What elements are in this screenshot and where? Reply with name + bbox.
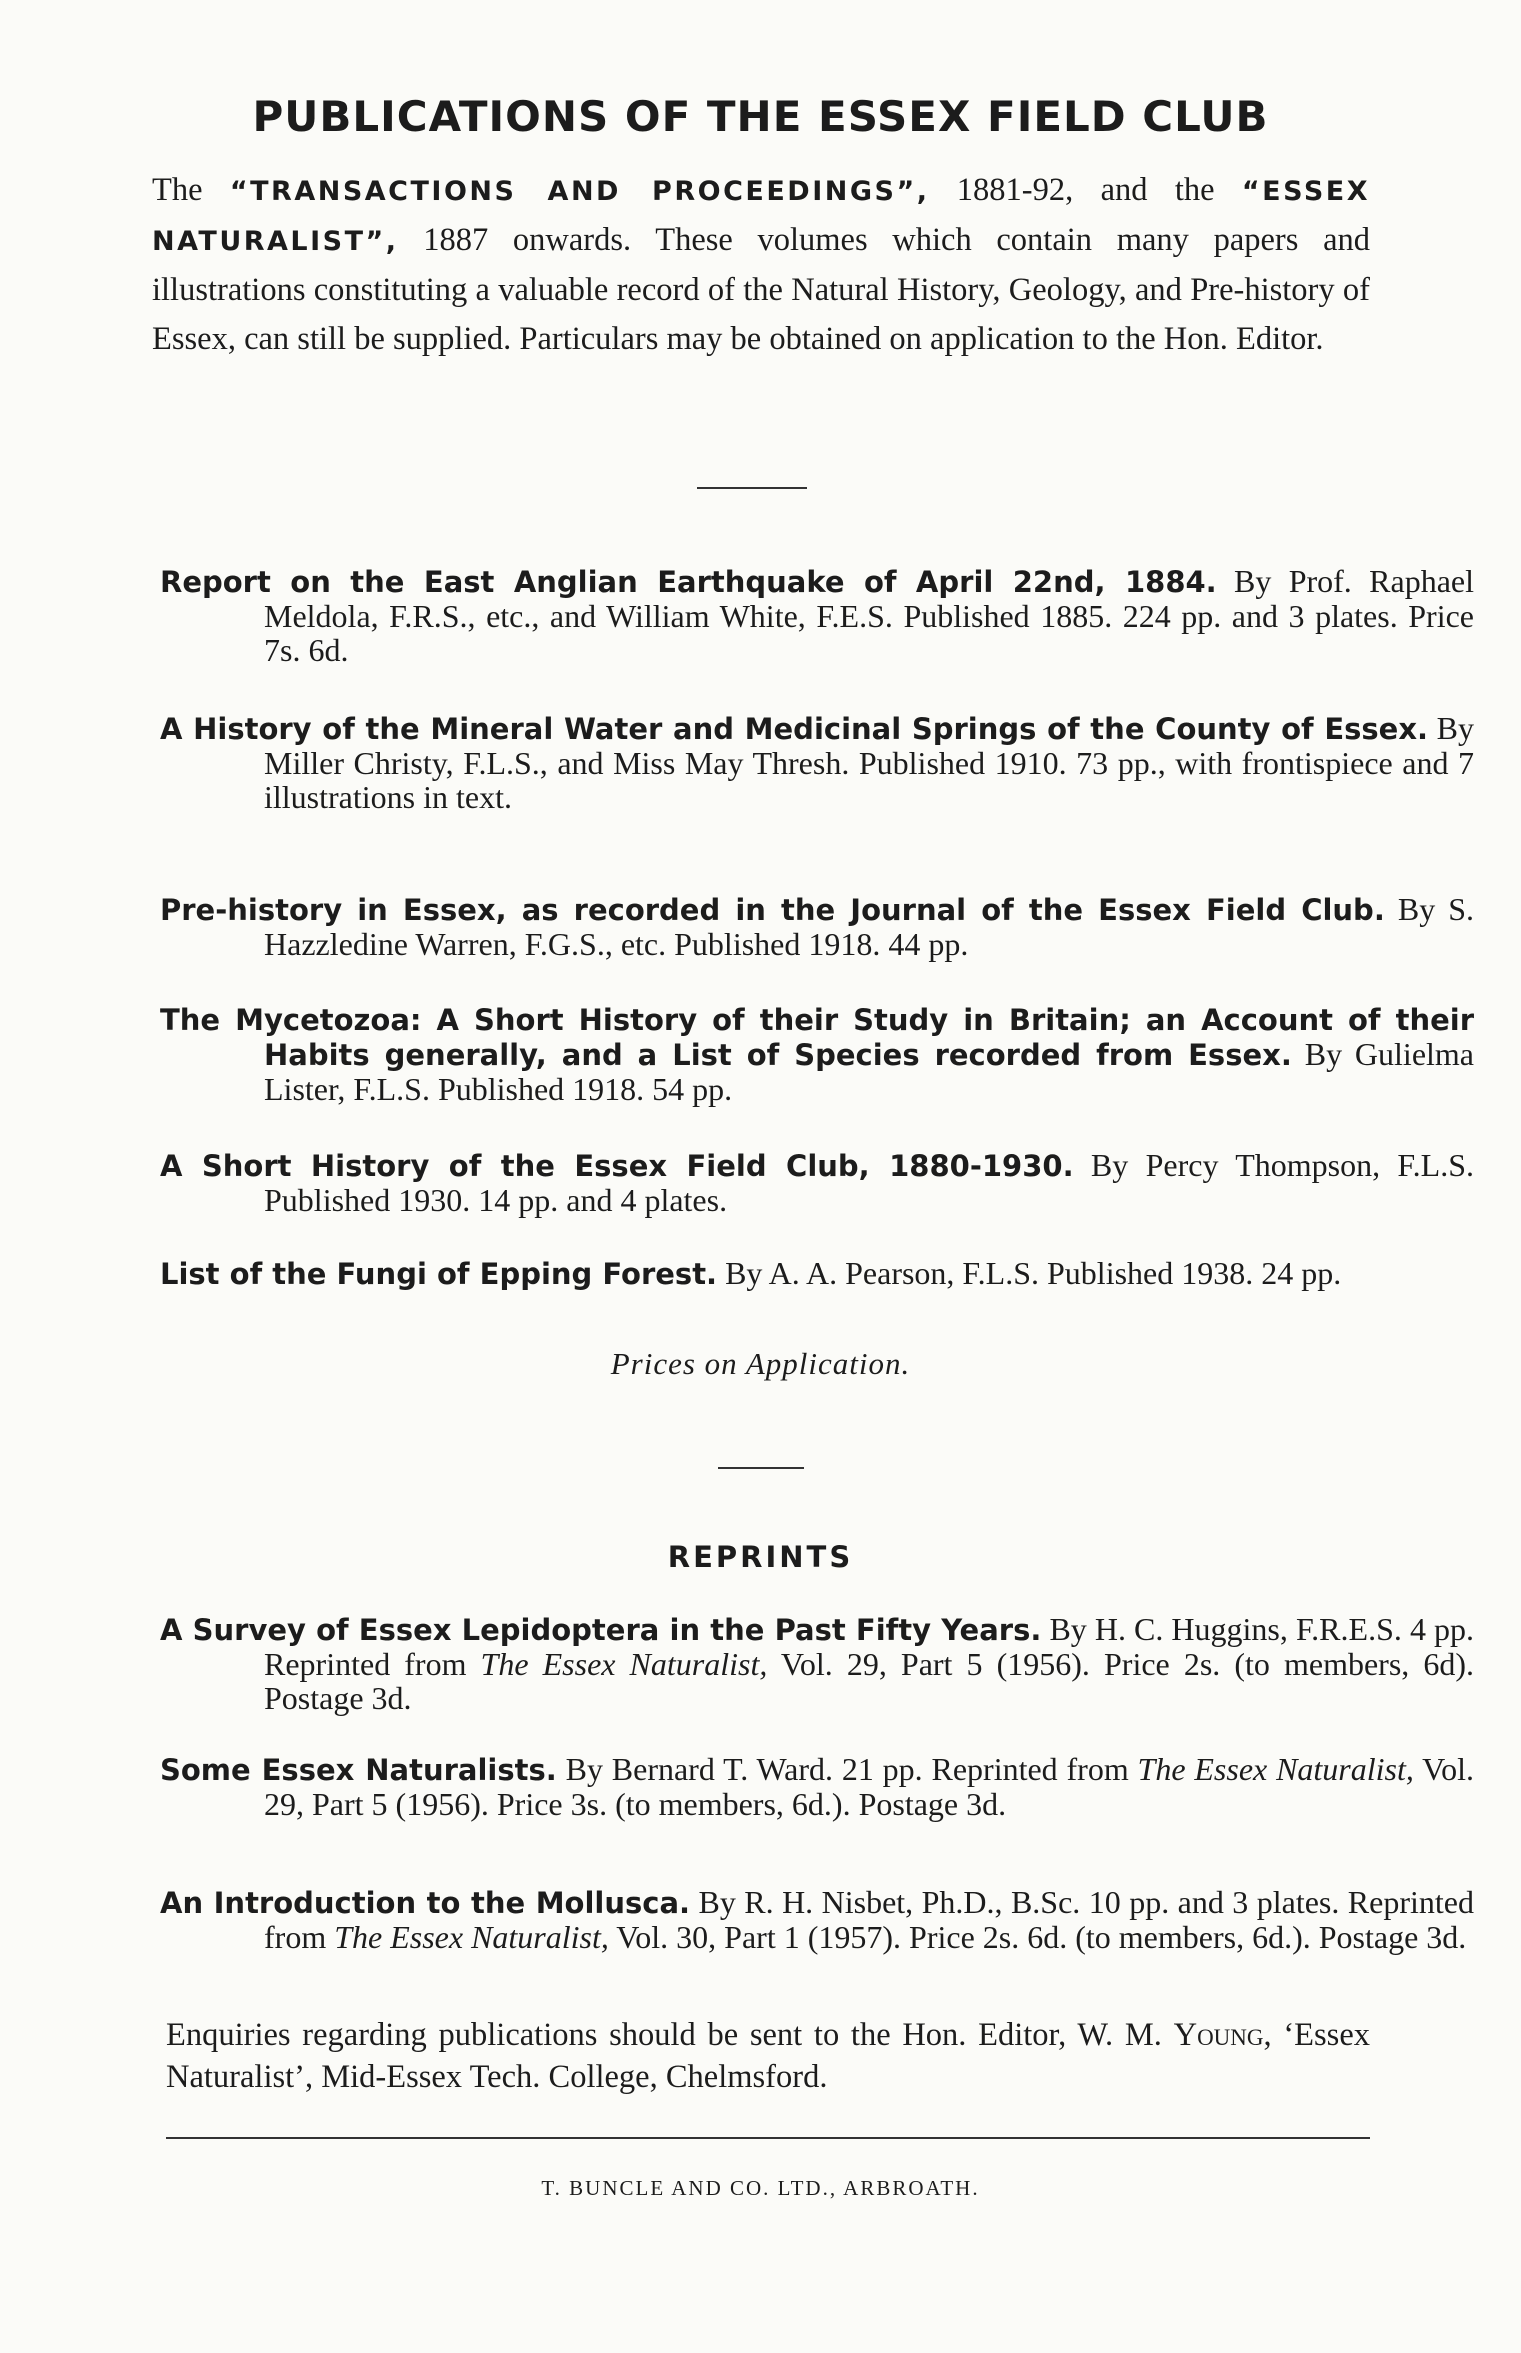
publication-details: By Prof. Raphael Meldola, F.R.S., etc., and William White, F.E.S. Published 1885. 224 pp. and 3 plates. Price 7s. 6d.	[264, 563, 1474, 668]
reprint-entry	[160, 1752, 1474, 1821]
divider-rule	[697, 487, 807, 489]
enquiry-paragraph	[166, 2014, 1370, 2098]
publication-entry	[160, 711, 1474, 814]
publication-title: The Mycetozoa: A Short History of their Study in Britain; an Account of their Habits generally, and a List of Species recorded from Essex.	[160, 1003, 1474, 1072]
intro-text-2: 1881-92, and the	[929, 172, 1242, 208]
reprint-title: Some Essex Naturalists.	[160, 1753, 557, 1787]
reprints-heading: REPRINTS	[667, 1540, 854, 1574]
publication-title: List of the Fungi of Epping Forest.	[160, 1257, 718, 1291]
publication-entry	[160, 564, 1474, 667]
reprint-details: By R. H. Nisbet, Ph.D., B.Sc. 10 pp. and 3 plates. Reprinted from	[264, 1884, 1474, 1955]
intro-text-3: 1887 onwards. These volumes which contain many papers and illustrations constituting a valuable record of the Natural History, Geology, and Pre-history of Essex, can still be supplied. Particulars may be obtained on application to the Hon. Editor.	[152, 222, 1370, 357]
enquiry-text: , ‘Essex Naturalist’, Mid-Essex Tech. College, Chelmsford.	[166, 2017, 1370, 2095]
publication-details: By Percy Thompson, F.L.S. Published 1930. 14 pp. and 4 plates.	[264, 1147, 1474, 1218]
prices-note: Prices on Application.	[610, 1346, 911, 1381]
reprint-details: Vol. 30, Part 1 (1957). Price 2s. 6d. (to members, 6d.). Postage 3d.	[608, 1919, 1467, 1955]
reprint-details: By H. C. Huggins, F.R.E.S. 4 pp. Reprinted from	[264, 1611, 1475, 1682]
publication-title: A History of the Mineral Water and Medicinal Springs of the County of Essex.	[160, 712, 1429, 746]
reprint-title: An Introduction to the Mollusca.	[160, 1886, 691, 1920]
reprint-journal: The Essex Naturalist,	[480, 1646, 768, 1682]
reprint-journal: The Essex Naturalist,	[1137, 1751, 1414, 1787]
editor-name: Young	[1173, 2017, 1264, 2053]
publication-entry	[160, 1148, 1474, 1217]
footer-rule	[166, 2137, 1370, 2139]
page-heading: PUBLICATIONS OF THE ESSEX FIELD CLUB	[252, 92, 1269, 141]
publication-title: A Short History of the Essex Field Club, 1880-1930.	[160, 1149, 1074, 1183]
reprint-entry	[160, 1885, 1474, 1954]
reprint-details: Vol. 29, Part 5 (1956). Price 2s. (to members, 6d). Postage 3d.	[264, 1646, 1475, 1716]
enquiry-text: Enquiries regarding publications should be sent to the Hon. Editor, W. M.	[166, 2017, 1174, 2053]
naturalist-title: “ESSEX NATURALIST”,	[152, 176, 1371, 257]
transactions-title: “TRANSACTIONS AND PROCEEDINGS”,	[229, 176, 930, 207]
reprint-entry	[160, 1612, 1474, 1715]
publication-entry	[160, 1002, 1474, 1106]
reprint-title: A Survey of Essex Lepidoptera in the Past Fifty Years.	[160, 1613, 1042, 1647]
intro-text-1: The	[152, 172, 230, 208]
reprint-details: By Bernard T. Ward. 21 pp. Reprinted from	[556, 1751, 1138, 1787]
publication-entry	[160, 892, 1474, 961]
reprint-details: Vol. 29, Part 5 (1956). Price 3s. (to members, 6d.). Postage 3d.	[264, 1751, 1475, 1822]
publication-title: Pre-history in Essex, as recorded in the Journal of the Essex Field Club.	[160, 893, 1385, 927]
publication-details: By S. Hazzledine Warren, F.G.S., etc. Published 1918. 44 pp.	[264, 891, 1475, 962]
intro-paragraph	[152, 166, 1370, 364]
publication-details: By Gulielma Lister, F.L.S. Published 1918. 54 pp.	[264, 1036, 1475, 1107]
printer-imprint: T. BUNCLE AND CO. LTD., ARBROATH.	[541, 2176, 980, 2200]
publication-title: Report on the East Anglian Earthquake of April 22nd, 1884.	[160, 565, 1217, 599]
publication-details: By A. A. Pearson, F.L.S. Published 1938. 24 pp.	[717, 1255, 1342, 1291]
reprint-journal: The Essex Naturalist,	[334, 1919, 609, 1955]
publication-entry	[160, 1256, 1474, 1291]
divider-rule	[718, 1467, 804, 1469]
publication-details: By Miller Christy, F.L.S., and Miss May Thresh. Published 1910. 73 pp., with frontispiece and 7 illustrations in text.	[264, 710, 1474, 815]
